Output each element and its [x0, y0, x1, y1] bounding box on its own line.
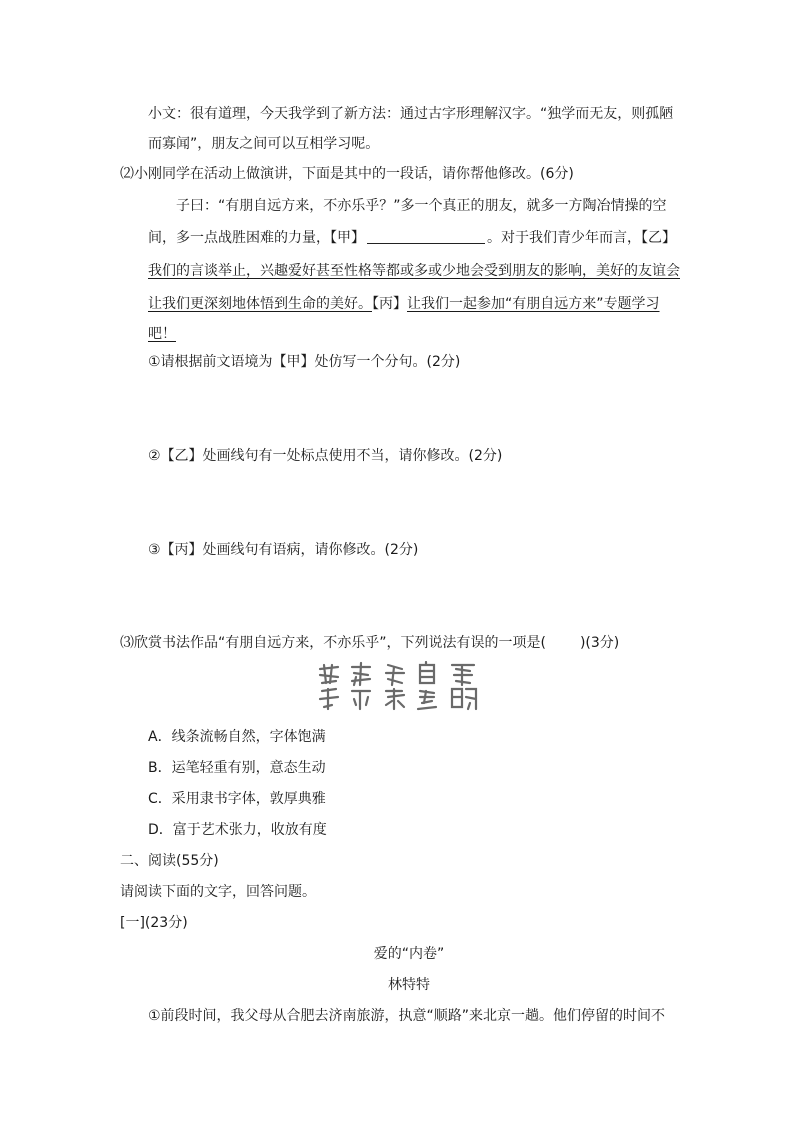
speech-line-4-underlined-a: 让我们更深刻地体悟到生命的美好。: [148, 296, 372, 312]
option-c: C．采用隶书字体，敦厚典雅: [148, 791, 326, 807]
reading-section-heading: 二、阅读(55分): [120, 853, 219, 869]
sub-question-3: ③【丙】处画线句有语病，请你修改。(2分): [148, 542, 419, 558]
speech-line-4: [148, 294, 660, 314]
answer-blank-jia[interactable]: [367, 229, 485, 244]
article-title: 爱的“内卷”: [373, 946, 445, 962]
speech-line-2-end: 。对于我们青少年而言，【乙】: [487, 230, 676, 246]
speech-line-4-underlined-b: 让我们一起参加“有朋自远方来”专题学习: [407, 296, 660, 312]
dialog-line-2: 而寡闻”，朋友之间可以互相学习呢。: [148, 136, 380, 152]
reading-part-label: [一](23分): [120, 915, 188, 931]
calligraphy-row-bottom: [320, 689, 476, 709]
question-3-prompt-start: ⑶欣赏书法作品“有朋自远方来，不亦乐乎”，下列说法有误的一项是(: [120, 635, 546, 651]
question-3-prompt: [120, 633, 619, 653]
dialog-line-1: 小文：很有道理，今天我学到了新方法：通过古字形理解汉字。“独学而无友，则孤陋: [148, 106, 674, 122]
option-b: B．运笔轻重有别，意态生动: [148, 760, 326, 776]
option-d: D．富于艺术张力，收放有度: [148, 822, 327, 838]
sub-question-2: ②【乙】处画线句有一处标点使用不当，请你修改。(2分): [148, 448, 503, 464]
speech-line-3-underlined: 我们的言谈举止，兴趣爱好甚至性格等都或多或少地会受到朋友的影响，美好的友谊会: [148, 263, 680, 279]
sub-question-1: ①请根据前文语境为【甲】处仿写一个分句。(2分): [148, 354, 461, 370]
calligraphy-image: [316, 661, 480, 713]
article-author: 林特特: [388, 977, 430, 993]
reading-instruction: 请阅读下面的文字，回答问题。: [120, 884, 316, 900]
speech-line-1: 子曰：“有朋自远方来，不亦乐乎？”多一个真正的朋友，就多一方陶冶情操的空: [176, 198, 667, 214]
option-a: A．线条流畅自然，字体饱满: [148, 729, 326, 745]
speech-line-2: [148, 228, 676, 248]
question-2-prompt: ⑵小刚同学在活动上做演讲，下面是其中的一段话，请你帮他修改。(6分): [120, 166, 574, 182]
article-paragraph-1: ①前段时间，我父母从合肥去济南旅游，执意“顺路”来北京一趟。他们停留的时间不: [148, 1008, 666, 1024]
question-3-prompt-end: )(3分): [579, 635, 620, 651]
marker-bing: 【丙】: [372, 296, 407, 312]
calligraphy-row-top: [320, 662, 474, 685]
speech-line-5-underlined: 吧！: [148, 326, 176, 342]
speech-line-2-start: 间，多一点战胜困难的力量，【甲】: [148, 230, 365, 246]
